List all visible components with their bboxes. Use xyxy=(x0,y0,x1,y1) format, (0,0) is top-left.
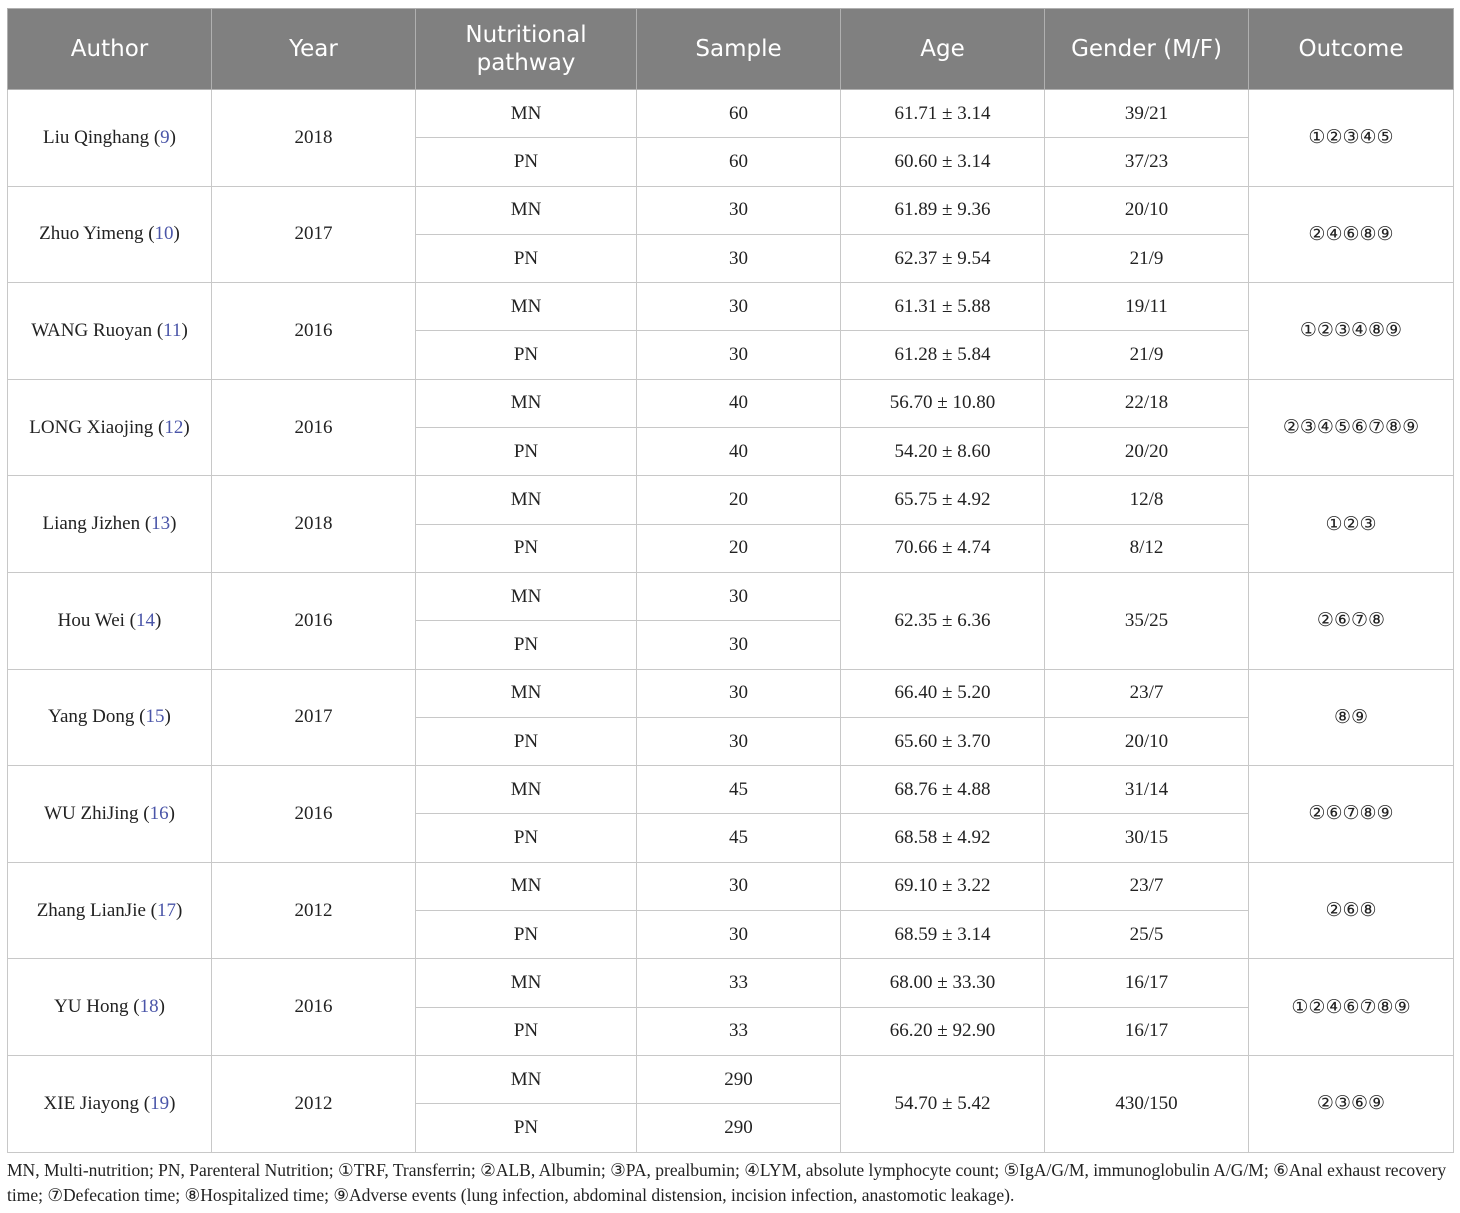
author-name: YU Hong xyxy=(54,996,129,1018)
outcome-cell: ①②③④⑤ xyxy=(1249,90,1454,187)
header-year: Year xyxy=(212,9,416,90)
outcome-cell: ⑧⑨ xyxy=(1249,669,1454,766)
reference-link[interactable]: 13 xyxy=(151,513,171,535)
author-cell: XIE Jiayong (19) xyxy=(8,1055,212,1152)
age-cell: 68.00 ± 33.30 xyxy=(841,959,1045,1007)
reference-link[interactable]: 15 xyxy=(145,706,165,728)
author-name: Zhuo Yimeng xyxy=(39,223,144,245)
table-row xyxy=(8,90,1454,138)
outcome-cell: ②⑥⑦⑧ xyxy=(1249,572,1454,669)
gender-cell: 21/9 xyxy=(1045,331,1249,379)
age-cell: 65.75 ± 4.92 xyxy=(841,476,1045,524)
sample-cell: 30 xyxy=(637,862,841,910)
outcome-cell: ②⑥⑦⑧⑨ xyxy=(1249,766,1454,863)
gender-cell: 23/7 xyxy=(1045,669,1249,717)
outcome-cell: ②④⑥⑧⑨ xyxy=(1249,186,1454,283)
table-row xyxy=(8,1055,1454,1103)
author-cell: Liu Qinghang (9) xyxy=(8,90,212,187)
reference-link[interactable]: 17 xyxy=(156,899,176,921)
author-name: Zhang LianJie xyxy=(36,899,146,921)
age-cell: 66.40 ± 5.20 xyxy=(841,669,1045,717)
author-cell: Hou Wei (14) xyxy=(8,572,212,669)
pathway-cell: PN xyxy=(416,911,637,959)
table-row xyxy=(8,572,1454,620)
outcome-cell: ②③⑥⑨ xyxy=(1249,1055,1454,1152)
reference-link[interactable]: 12 xyxy=(164,416,184,438)
table-body xyxy=(8,90,1454,1153)
author-name: WU ZhiJing xyxy=(44,802,139,824)
pathway-cell: PN xyxy=(416,717,637,765)
table-row xyxy=(8,186,1454,234)
gender-cell: 20/20 xyxy=(1045,428,1249,476)
sample-cell: 30 xyxy=(637,669,841,717)
outcome-cell: ②③④⑤⑥⑦⑧⑨ xyxy=(1249,379,1454,476)
outcome-cell: ①②③ xyxy=(1249,476,1454,573)
reference-link[interactable]: 11 xyxy=(163,319,182,341)
author-name: Liang Jizhen xyxy=(42,513,141,535)
age-cell: 61.71 ± 3.14 xyxy=(841,90,1045,138)
gender-cell: 31/14 xyxy=(1045,766,1249,814)
pathway-cell: MN xyxy=(416,476,637,524)
sample-cell: 45 xyxy=(637,766,841,814)
pathway-cell: PN xyxy=(416,1104,637,1152)
header-sample: Sample xyxy=(637,9,841,90)
sample-cell: 30 xyxy=(637,717,841,765)
age-cell: 62.37 ± 9.54 xyxy=(841,234,1045,282)
pathway-cell: PN xyxy=(416,428,637,476)
sample-cell: 33 xyxy=(637,959,841,1007)
study-table-container xyxy=(7,8,1453,1153)
gender-cell: 19/11 xyxy=(1045,283,1249,331)
year-cell: 2018 xyxy=(212,90,416,187)
author-cell: LONG Xiaojing (12) xyxy=(8,379,212,476)
gender-cell: 22/18 xyxy=(1045,379,1249,427)
author-cell: WU ZhiJing (16) xyxy=(8,766,212,863)
pathway-cell: MN xyxy=(416,766,637,814)
author-cell: WANG Ruoyan (11) xyxy=(8,283,212,380)
age-cell: 54.20 ± 8.60 xyxy=(841,428,1045,476)
author-cell: YU Hong (18) xyxy=(8,959,212,1056)
sample-cell: 33 xyxy=(637,1007,841,1055)
outcome-cell: ②⑥⑧ xyxy=(1249,862,1454,959)
year-cell: 2017 xyxy=(212,186,416,283)
gender-cell: 16/17 xyxy=(1045,959,1249,1007)
age-cell: 61.31 ± 5.88 xyxy=(841,283,1045,331)
pathway-cell: PN xyxy=(416,234,637,282)
sample-cell: 30 xyxy=(637,911,841,959)
author-name: LONG Xiaojing xyxy=(29,416,154,438)
age-cell: 56.70 ± 10.80 xyxy=(841,379,1045,427)
age-cell: 60.60 ± 3.14 xyxy=(841,138,1045,186)
year-cell: 2017 xyxy=(212,669,416,766)
outcome-cell: ①②④⑥⑦⑧⑨ xyxy=(1249,959,1454,1056)
pathway-cell: MN xyxy=(416,959,637,1007)
pathway-cell: PN xyxy=(416,331,637,379)
sample-cell: 30 xyxy=(637,234,841,282)
header-gender: Gender (M/F) xyxy=(1045,9,1249,90)
table-header xyxy=(8,9,1454,90)
pathway-cell: MN xyxy=(416,1055,637,1103)
year-cell: 2012 xyxy=(212,1055,416,1152)
sample-cell: 30 xyxy=(637,186,841,234)
table-row xyxy=(8,766,1454,814)
reference-link[interactable]: 14 xyxy=(136,609,155,631)
gender-cell: 12/8 xyxy=(1045,476,1249,524)
age-cell: 68.59 ± 3.14 xyxy=(841,911,1045,959)
header-age: Age xyxy=(841,9,1045,90)
header-nutritional-pathway: Nutritional pathway xyxy=(416,9,637,90)
sample-cell: 20 xyxy=(637,524,841,572)
pathway-cell: MN xyxy=(416,572,637,620)
age-cell: 70.66 ± 4.74 xyxy=(841,524,1045,572)
year-cell: 2016 xyxy=(212,283,416,380)
sample-cell: 20 xyxy=(637,476,841,524)
gender-cell: 30/15 xyxy=(1045,814,1249,862)
sample-cell: 30 xyxy=(637,283,841,331)
study-characteristics-table xyxy=(7,8,1454,1153)
gender-cell: 35/25 xyxy=(1045,572,1249,669)
gender-cell: 8/12 xyxy=(1045,524,1249,572)
table-row xyxy=(8,862,1454,910)
reference-link[interactable]: 9 xyxy=(160,126,170,148)
age-cell: 66.20 ± 92.90 xyxy=(841,1007,1045,1055)
outcome-cell: ①②③④⑧⑨ xyxy=(1249,283,1454,380)
pathway-cell: PN xyxy=(416,524,637,572)
table-row xyxy=(8,379,1454,427)
header-row xyxy=(8,9,1454,90)
gender-cell: 20/10 xyxy=(1045,186,1249,234)
age-cell: 65.60 ± 3.70 xyxy=(841,717,1045,765)
sample-cell: 290 xyxy=(637,1104,841,1152)
year-cell: 2016 xyxy=(212,766,416,863)
age-cell: 68.76 ± 4.88 xyxy=(841,766,1045,814)
pathway-cell: MN xyxy=(416,283,637,331)
sample-cell: 40 xyxy=(637,428,841,476)
pathway-cell: PN xyxy=(416,814,637,862)
age-cell: 62.35 ± 6.36 xyxy=(841,572,1045,669)
year-cell: 2016 xyxy=(212,379,416,476)
author-name: Yang Dong xyxy=(48,706,135,728)
sample-cell: 40 xyxy=(637,379,841,427)
author-cell: Yang Dong (15) xyxy=(8,669,212,766)
year-cell: 2018 xyxy=(212,476,416,573)
gender-cell: 21/9 xyxy=(1045,234,1249,282)
author-cell: Liang Jizhen (13) xyxy=(8,476,212,573)
author-cell: Zhuo Yimeng (10) xyxy=(8,186,212,283)
sample-cell: 60 xyxy=(637,90,841,138)
gender-cell: 16/17 xyxy=(1045,1007,1249,1055)
gender-cell: 23/7 xyxy=(1045,862,1249,910)
gender-cell: 25/5 xyxy=(1045,911,1249,959)
author-name: Liu Qinghang xyxy=(43,126,150,148)
pathway-cell: MN xyxy=(416,669,637,717)
sample-cell: 290 xyxy=(637,1055,841,1103)
year-cell: 2016 xyxy=(212,959,416,1056)
reference-link[interactable]: 16 xyxy=(149,802,169,824)
sample-cell: 30 xyxy=(637,572,841,620)
pathway-cell: PN xyxy=(416,1007,637,1055)
sample-cell: 30 xyxy=(637,621,841,669)
author-name: WANG Ruoyan xyxy=(31,319,153,341)
year-cell: 2016 xyxy=(212,572,416,669)
author-cell: Zhang LianJie (17) xyxy=(8,862,212,959)
sample-cell: 30 xyxy=(637,331,841,379)
table-row xyxy=(8,669,1454,717)
pathway-cell: MN xyxy=(416,90,637,138)
gender-cell: 39/21 xyxy=(1045,90,1249,138)
author-name: Hou Wei xyxy=(57,609,125,631)
pathway-cell: MN xyxy=(416,862,637,910)
age-cell: 61.89 ± 9.36 xyxy=(841,186,1045,234)
age-cell: 69.10 ± 3.22 xyxy=(841,862,1045,910)
age-cell: 68.58 ± 4.92 xyxy=(841,814,1045,862)
table-row xyxy=(8,283,1454,331)
pathway-cell: MN xyxy=(416,186,637,234)
header-outcome: Outcome xyxy=(1249,9,1454,90)
table-footnote: MN, Multi-nutrition; PN, Parenteral Nutrition; ①TRF, Transferrin; ②ALB, Albumin; ③PA, prealbumin; ④LYM, absolute lymphocyte count; ⑤IgA/G/M, immunoglobulin A/G/M; ⑥Anal exhaust recovery time; ⑦Defecation time; ⑧Hospitalized time; ⑨Adverse events (lung infection, abdominal distension, incision infection, anastomotic leakage). xyxy=(7,1160,1447,1205)
year-cell: 2012 xyxy=(212,862,416,959)
reference-link[interactable]: 10 xyxy=(154,223,174,245)
table-row xyxy=(8,959,1454,1007)
gender-cell: 37/23 xyxy=(1045,138,1249,186)
pathway-cell: MN xyxy=(416,379,637,427)
pathway-cell: PN xyxy=(416,621,637,669)
author-name: XIE Jiayong xyxy=(43,1092,140,1114)
gender-cell: 20/10 xyxy=(1045,717,1249,765)
reference-link[interactable]: 19 xyxy=(150,1092,170,1114)
table-row xyxy=(8,476,1454,524)
pathway-cell: PN xyxy=(416,138,637,186)
sample-cell: 60 xyxy=(637,138,841,186)
sample-cell: 45 xyxy=(637,814,841,862)
gender-cell: 430/150 xyxy=(1045,1055,1249,1152)
header-author: Author xyxy=(8,9,212,90)
age-cell: 61.28 ± 5.84 xyxy=(841,331,1045,379)
reference-link[interactable]: 18 xyxy=(139,996,159,1018)
age-cell: 54.70 ± 5.42 xyxy=(841,1055,1045,1152)
